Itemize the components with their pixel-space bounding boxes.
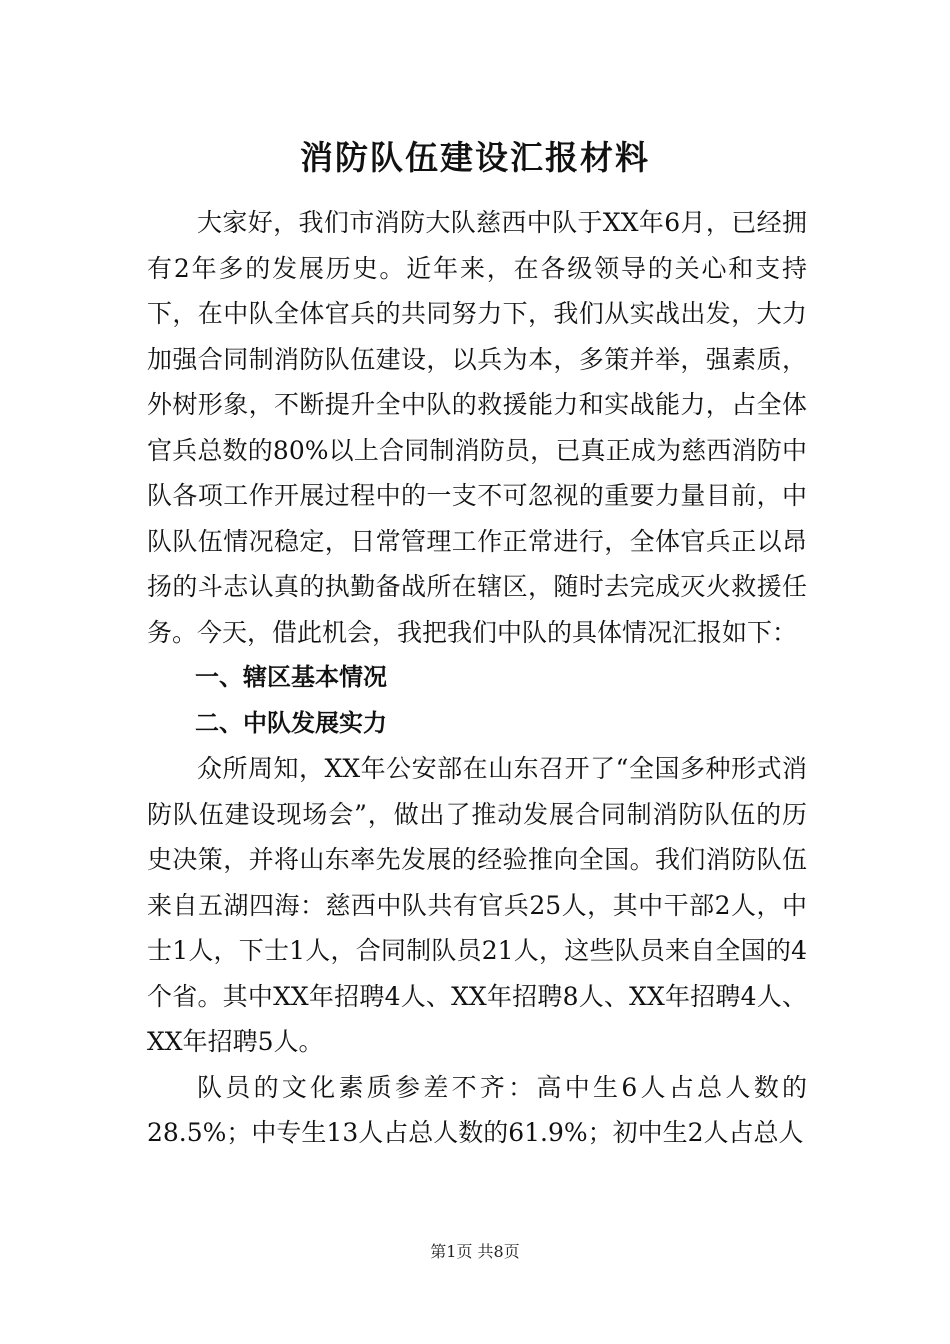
document-body	[147, 200, 807, 1156]
section-heading-1: 一、辖区基本情况	[195, 663, 387, 691]
section-heading-2: 二、中队发展实力	[195, 708, 387, 737]
document-title: 消防队伍建设汇报材料	[300, 138, 650, 177]
paragraph-intro: 大家好，我们市消防大队慈西中队于XX年6月，已经拥有2年多的发展历史。近年来，在各级领导的关心和支持下，在中队全体官兵的共同努力下，我们从实战出发，大力加强合同制消防队伍建设，以兵为本，多策并举，强素质，外树形象，不断提升全中队的救援能力和实战能力，占全体官兵总数的80%以上合同制消防员，已真正成为慈西消防中队各项工作开展过程中的一支不可忽视的重要力量目前，中队队伍情况稳定，日常管理工作正常进行，全体官兵正以昂扬的斗志认真的执勤备战所在辖区，随时去完成灭火救援任务。今天，借此机会，我把我们中队的具体情况汇报如下：	[147, 208, 807, 647]
page-footer: 第1页 共8页	[430, 1242, 520, 1261]
paragraph-education: 队员的文化素质参差不齐：高中生6人占总人数的28.5%；中专生13人占总人数的61.9%；初中生2人占总人	[147, 1072, 807, 1147]
paragraph-history: 众所周知，XX年公安部在山东召开了“全国多种形式消防队伍建设现场会”，做出了推动发展合同制消防队伍的历史决策，并将山东率先发展的经验推向全国。我们消防队伍来自五湖四海：慈西中队共有官兵25人，其中干部2人，中士1人，下士1人，合同制队员21人，这些队员来自全国的4个省。其中XX年招聘4人、XX年招聘8人、XX年招聘4人、XX年招聘5人。	[147, 754, 807, 1056]
